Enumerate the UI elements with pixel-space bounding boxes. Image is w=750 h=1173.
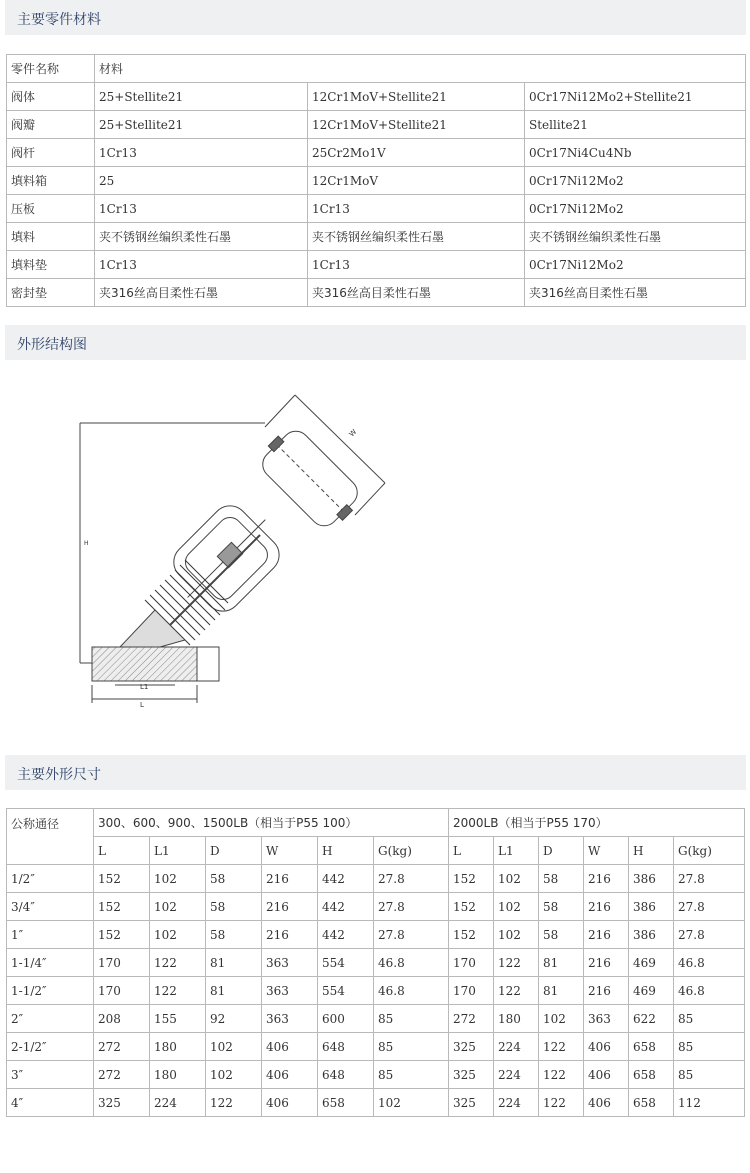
dimension-cell: 658 [629, 1033, 674, 1061]
dimension-cell: 81 [539, 977, 584, 1005]
dimension-cell: 180 [494, 1005, 539, 1033]
dimension-cell: 386 [629, 865, 674, 893]
dimension-cell: 216 [262, 921, 318, 949]
part-name-cell: 阀瓣 [7, 111, 95, 139]
column-header: L1 [494, 837, 539, 865]
dimension-cell: 122 [494, 949, 539, 977]
dimension-cell: 46.8 [674, 949, 745, 977]
dimension-cell: 102 [539, 1005, 584, 1033]
dimension-cell: 102 [494, 893, 539, 921]
material-cell: 0Cr17Ni12Mo2 [525, 195, 746, 223]
table-row [7, 893, 745, 921]
part-name-cell: 阀体 [7, 83, 95, 111]
column-header: G(kg) [674, 837, 745, 865]
nominal-size-cell: 1/2″ [7, 865, 94, 893]
label-l1: L1 [140, 683, 149, 691]
column-header: W [262, 837, 318, 865]
dimension-cell: 170 [449, 949, 494, 977]
yoke [159, 491, 293, 625]
dimension-cell: 85 [674, 1005, 745, 1033]
dimension-cell: 386 [629, 921, 674, 949]
material-cell: 25+Stellite21 [95, 111, 308, 139]
material-cell: 夹不锈钢丝编织柔性石墨 [308, 223, 525, 251]
dimension-cell: 122 [539, 1061, 584, 1089]
material-cell: 1Cr13 [95, 195, 308, 223]
column-header: L1 [150, 837, 206, 865]
column-header: L [449, 837, 494, 865]
dimension-cell: 648 [318, 1033, 374, 1061]
dimension-cell: 406 [262, 1089, 318, 1117]
dimension-cell: 122 [150, 977, 206, 1005]
dimension-cell: 102 [374, 1089, 449, 1117]
dimension-cell: 325 [449, 1061, 494, 1089]
dimension-cell: 469 [629, 949, 674, 977]
column-header: H [318, 837, 374, 865]
dimension-cell: 27.8 [374, 865, 449, 893]
dimension-cell: 658 [629, 1061, 674, 1089]
section-title-structure: 外形结构图 [17, 337, 87, 353]
dimension-cell: 363 [262, 977, 318, 1005]
table-row [7, 977, 745, 1005]
dimension-cell: 122 [150, 949, 206, 977]
header-part-name: 零件名称 [7, 55, 95, 83]
dimension-cell: 469 [629, 977, 674, 1005]
dimension-cell: 180 [150, 1061, 206, 1089]
dimension-cell: 27.8 [674, 865, 745, 893]
material-cell: 1Cr13 [95, 139, 308, 167]
dimension-cell: 406 [262, 1033, 318, 1061]
dimension-cell: 27.8 [374, 893, 449, 921]
dimension-cell: 224 [494, 1089, 539, 1117]
dimension-cell: 27.8 [374, 921, 449, 949]
table-row [7, 167, 746, 195]
table-row [7, 83, 746, 111]
column-header: H [629, 837, 674, 865]
material-cell: 12Cr1MoV+Stellite21 [308, 111, 525, 139]
column-header: W [584, 837, 629, 865]
dimension-cell: 406 [584, 1089, 629, 1117]
nominal-size-cell: 1-1/2″ [7, 977, 94, 1005]
table-header-row [7, 55, 746, 83]
table-row [7, 1061, 745, 1089]
dimension-cell: 102 [150, 893, 206, 921]
table-row [7, 1033, 745, 1061]
part-name-cell: 填料垫 [7, 251, 95, 279]
dimension-cell: 102 [206, 1061, 262, 1089]
material-cell: 25+Stellite21 [95, 83, 308, 111]
section-header-materials [5, 0, 746, 35]
dimension-cell: 155 [150, 1005, 206, 1033]
dimension-cell: 152 [449, 893, 494, 921]
dimension-cell: 208 [94, 1005, 150, 1033]
dimension-cell: 170 [94, 977, 150, 1005]
nominal-size-cell: 2″ [7, 1005, 94, 1033]
dimension-cell: 363 [262, 949, 318, 977]
dimension-cell: 216 [584, 921, 629, 949]
label-w: W [347, 427, 359, 439]
dimension-cell: 406 [262, 1061, 318, 1089]
label-h: H [84, 540, 89, 547]
table-row [7, 865, 745, 893]
dimension-cell: 102 [206, 1033, 262, 1061]
dimension-cell: 152 [94, 921, 150, 949]
dimension-cell: 102 [494, 921, 539, 949]
dimension-cell: 152 [94, 865, 150, 893]
material-cell: Stellite21 [525, 111, 746, 139]
dimension-cell: 325 [449, 1089, 494, 1117]
part-name-cell: 压板 [7, 195, 95, 223]
material-cell: 夹不锈钢丝编织柔性石墨 [525, 223, 746, 251]
table-row [7, 1089, 745, 1117]
valve-structure-diagram [60, 385, 400, 715]
nominal-size-cell: 2-1/2″ [7, 1033, 94, 1061]
w-extension-b [355, 483, 385, 515]
dimension-cell: 648 [318, 1061, 374, 1089]
dimension-cell: 386 [629, 893, 674, 921]
header-material: 材料 [95, 55, 746, 83]
table-row [7, 111, 746, 139]
nominal-size-cell: 1-1/4″ [7, 949, 94, 977]
materials-table [6, 54, 746, 307]
dimension-cell: 216 [262, 865, 318, 893]
dimension-cell: 216 [262, 893, 318, 921]
dims-column-header-row [7, 837, 745, 865]
part-name-cell: 填料箱 [7, 167, 95, 195]
material-cell: 12Cr1MoV+Stellite21 [308, 83, 525, 111]
dimension-cell: 81 [206, 977, 262, 1005]
dimension-cell: 81 [206, 949, 262, 977]
dimension-cell: 224 [150, 1089, 206, 1117]
valve-body [92, 610, 219, 681]
dimension-cell: 406 [584, 1033, 629, 1061]
dimension-cell: 170 [94, 949, 150, 977]
dimension-cell: 622 [629, 1005, 674, 1033]
header-group-2: 2000LB（相当于P55 170） [449, 809, 745, 837]
column-header: L [94, 837, 150, 865]
dimension-cell: 216 [584, 977, 629, 1005]
dimension-cell: 46.8 [674, 977, 745, 1005]
dimension-cell: 658 [318, 1089, 374, 1117]
dimension-cell: 58 [206, 893, 262, 921]
table-row [7, 1005, 745, 1033]
dimension-cell: 81 [539, 949, 584, 977]
material-cell: 1Cr13 [308, 251, 525, 279]
table-row [7, 921, 745, 949]
material-cell: 25 [95, 167, 308, 195]
dimension-cell: 600 [318, 1005, 374, 1033]
dimension-cell: 180 [150, 1033, 206, 1061]
nominal-size-cell: 3″ [7, 1061, 94, 1089]
section-title-dimensions: 主要外形尺寸 [17, 767, 101, 783]
material-cell: 0Cr17Ni12Mo2+Stellite21 [525, 83, 746, 111]
section-header-dimensions [5, 755, 746, 790]
table-row [7, 251, 746, 279]
material-cell: 0Cr17Ni4Cu4Nb [525, 139, 746, 167]
dimension-cell: 442 [318, 921, 374, 949]
dimension-cell: 85 [674, 1033, 745, 1061]
section-header-structure [5, 325, 746, 360]
dimension-cell: 27.8 [674, 893, 745, 921]
dimension-cell: 170 [449, 977, 494, 1005]
part-name-cell: 填料 [7, 223, 95, 251]
material-cell: 夹316丝高目柔性石墨 [95, 279, 308, 307]
dimension-cell: 58 [206, 921, 262, 949]
dimension-cell: 102 [150, 865, 206, 893]
material-cell: 0Cr17Ni12Mo2 [525, 251, 746, 279]
dimension-cell: 363 [262, 1005, 318, 1033]
dimension-cell: 152 [449, 865, 494, 893]
header-nominal-size: 公称通径 [7, 809, 94, 865]
table-row [7, 223, 746, 251]
dimension-cell: 442 [318, 893, 374, 921]
dimension-cell: 122 [494, 977, 539, 1005]
dimension-cell: 122 [539, 1033, 584, 1061]
dimension-cell: 272 [94, 1033, 150, 1061]
dimension-cell: 58 [206, 865, 262, 893]
dimension-cell: 658 [629, 1089, 674, 1117]
header-group-1: 300、600、900、1500LB（相当于P55 100） [94, 809, 449, 837]
dimension-cell: 152 [94, 893, 150, 921]
dimension-cell: 102 [150, 921, 206, 949]
table-row [7, 949, 745, 977]
material-cell: 0Cr17Ni12Mo2 [525, 167, 746, 195]
part-name-cell: 阀杆 [7, 139, 95, 167]
dimension-cell: 325 [94, 1089, 150, 1117]
material-cell: 夹316丝高目柔性石墨 [525, 279, 746, 307]
table-row [7, 279, 746, 307]
dimension-cell: 272 [94, 1061, 150, 1089]
column-header: D [206, 837, 262, 865]
dimension-cell: 216 [584, 865, 629, 893]
dimension-cell: 46.8 [374, 949, 449, 977]
dimension-cell: 554 [318, 949, 374, 977]
w-extension-a [265, 395, 295, 427]
dimension-cell: 363 [584, 1005, 629, 1033]
material-cell: 12Cr1MoV [308, 167, 525, 195]
dimension-cell: 122 [206, 1089, 262, 1117]
dimension-cell: 85 [374, 1061, 449, 1089]
label-l: L [140, 701, 144, 709]
dimension-cell: 58 [539, 921, 584, 949]
dimension-cell: 27.8 [674, 921, 745, 949]
material-cell: 25Cr2Mo1V [308, 139, 525, 167]
dimension-cell: 122 [539, 1089, 584, 1117]
section-title-materials: 主要零件材料 [17, 12, 101, 28]
dimension-cell: 112 [674, 1089, 745, 1117]
dimensions-table [6, 808, 745, 1117]
nominal-size-cell: 4″ [7, 1089, 94, 1117]
dimension-cell: 442 [318, 865, 374, 893]
material-cell: 1Cr13 [95, 251, 308, 279]
nominal-size-cell: 1″ [7, 921, 94, 949]
dimension-cell: 325 [449, 1033, 494, 1061]
actuator [253, 422, 366, 535]
dimension-cell: 216 [584, 949, 629, 977]
table-row [7, 195, 746, 223]
dimension-cell: 85 [374, 1033, 449, 1061]
dimension-cell: 406 [584, 1061, 629, 1089]
dimension-cell: 85 [374, 1005, 449, 1033]
material-cell: 夹316丝高目柔性石墨 [308, 279, 525, 307]
part-name-cell: 密封垫 [7, 279, 95, 307]
dimension-cell: 272 [449, 1005, 494, 1033]
dimension-cell: 58 [539, 865, 584, 893]
material-cell: 夹不锈钢丝编织柔性石墨 [95, 223, 308, 251]
dimension-cell: 224 [494, 1033, 539, 1061]
dimension-cell: 58 [539, 893, 584, 921]
dimension-cell: 85 [674, 1061, 745, 1089]
dimension-cell: 224 [494, 1061, 539, 1089]
dims-group-header-row [7, 809, 745, 837]
column-header: D [539, 837, 584, 865]
column-header: G(kg) [374, 837, 449, 865]
dimension-cell: 216 [584, 893, 629, 921]
dimension-cell: 152 [449, 921, 494, 949]
table-row [7, 139, 746, 167]
dimension-cell: 102 [494, 865, 539, 893]
dimension-cell: 46.8 [374, 977, 449, 1005]
material-cell: 1Cr13 [308, 195, 525, 223]
dimension-cell: 554 [318, 977, 374, 1005]
dimension-cell: 92 [206, 1005, 262, 1033]
nominal-size-cell: 3/4″ [7, 893, 94, 921]
